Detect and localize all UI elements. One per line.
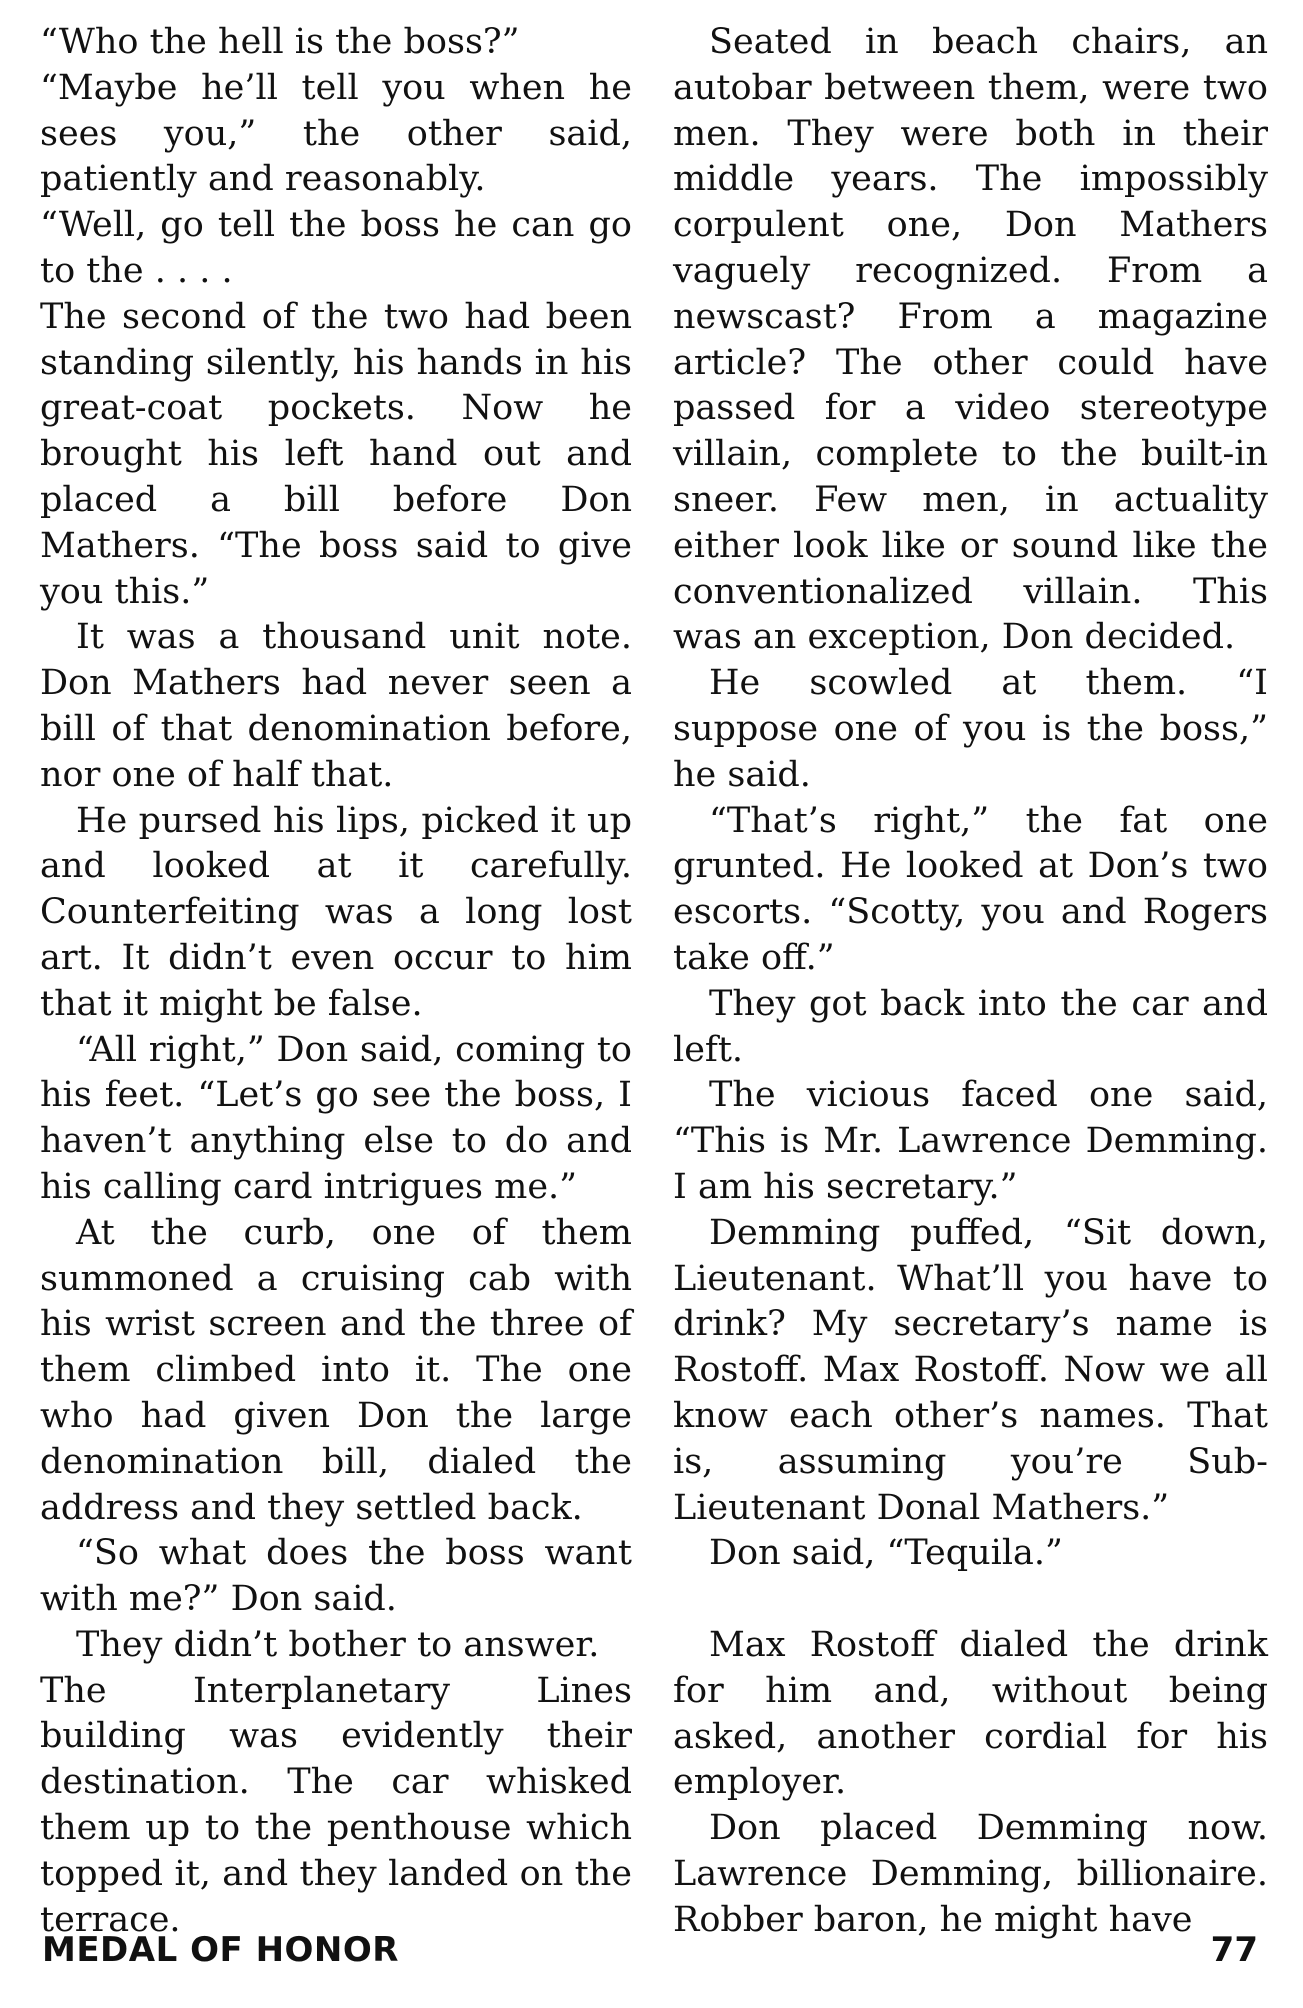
paragraph: The second of the two had been standing silently, his hands in his great-coat pockets. Now he brought his left hand out and placed a bill before Don Mathers. “The boss said to give you this.” <box>40 296 632 612</box>
paragraph: “Who the hell is the boss?” <box>40 22 520 62</box>
paragraph: At the curb, one of them summoned a cruising cab with his wrist screen and the three of them climbed into it. The one who had given Don the large denomination bill, dialed the address and they settled back. <box>40 1212 632 1528</box>
page-number: 77 <box>1210 1930 1258 1970</box>
paragraph: Seated in beach chairs, an autobar between them, were two men. They were both in their middle years. The impossibly corpulent one, Don Mathers vaguely recognized. From a newscast? From a magazine article? The other could have passed for a video stereotype villain, complete to the built-in sneer. Few men, in actuality either look like or sound like the conventionalized villain. This was an exception, Don decided. <box>673 22 1268 658</box>
paragraph: Don said, “Tequila.” <box>709 1533 1063 1574</box>
left-text-column <box>40 20 632 1943</box>
paragraph: “Well, go tell the boss he can go to the . . . . <box>40 205 632 291</box>
paragraph: Don placed Demming now. Lawrence Demming, billionaire. Robber baron, he might have <box>673 1808 1268 1940</box>
paragraph: “So what does the boss want with me?” Don said. <box>40 1533 632 1620</box>
running-footer-title: MEDAL OF HONOR <box>42 1930 399 1970</box>
paragraph: They didn’t bother to answer. <box>76 1624 600 1665</box>
paragraph: He scowled at them. “I suppose one of you is the boss,” he said. <box>673 663 1268 795</box>
paragraph: It was a thousand unit note. Don Mathers had never seen a bill of that denomination before, nor one of half that. <box>40 617 632 795</box>
paragraph: Max Rostoff dialed the drink for him and, without being asked, another cordial for his employer. <box>673 1625 1268 1803</box>
paragraph: “That’s right,” the fat one grunted. He looked at Don’s two escorts. “Scotty, you and Rogers take off.” <box>673 800 1268 978</box>
paragraph: He pursed his lips, picked it up and looked at it carefully. Counterfeiting was a long lost art. It didn’t even occur to him that it might be false. <box>40 800 632 1024</box>
paragraph: “All right,” Don said, coming to his feet. “Let’s go see the boss, I haven’t anything else to do and his calling card intrigues me.” <box>40 1029 632 1207</box>
paragraph: They got back into the car and left. <box>673 983 1268 1070</box>
paragraph: The Interplanetary Lines building was evidently their destination. The car whisked them up to the penthouse which topped it, and they landed on the terrace. <box>40 1670 632 1940</box>
paragraph: The vicious faced one said, “This is Mr. Lawrence Demming. I am his secretary.” <box>673 1075 1268 1207</box>
paragraph: Demming puffed, “Sit down, Lieutenant. What’ll you have to drink? My secretary’s name is Rostoff. Max Rostoff. Now we all know each other’s names. That is, assuming you’re Sub-Lieutenant Donal Mathers.” <box>673 1212 1268 1528</box>
paragraph: “Maybe he’ll tell you when he sees you,” the other said, patiently and reasonably. <box>40 67 632 200</box>
right-text-column <box>673 20 1268 1944</box>
